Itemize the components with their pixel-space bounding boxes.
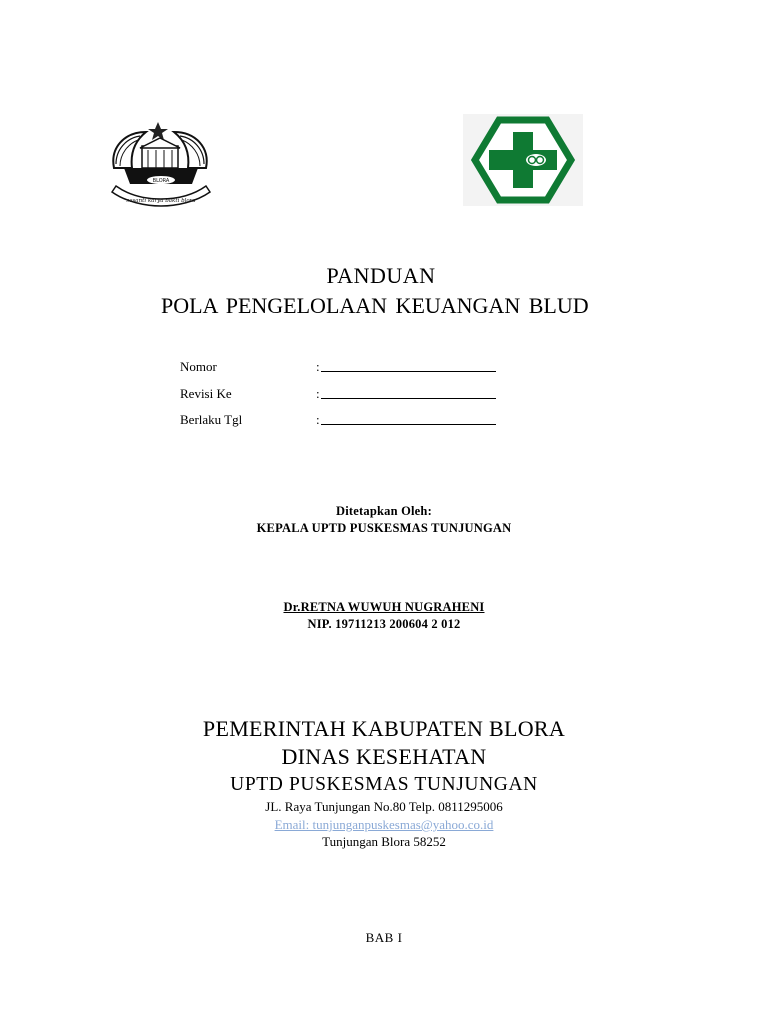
blank-line [321, 424, 496, 425]
document-title: PANDUAN [326, 263, 436, 288]
field-label: Berlaku Tgl [180, 412, 243, 427]
address: JL. Raya Tunjungan No.80 Telp. 0811295006 [265, 799, 503, 814]
government-name: PEMERINTAH KABUPATEN BLORA [202, 716, 566, 741]
field-label: Nomor [180, 359, 217, 374]
department-name: DINAS KESEHATAN [281, 744, 487, 769]
blora-regency-seal-logo [106, 118, 216, 210]
blank-line [321, 398, 496, 399]
approver-position: KEPALA UPTD PUSKESMAS TUNJUNGAN [256, 521, 512, 535]
field-colon: : [316, 412, 320, 427]
svg-text:sesanti karya bakti blora: sesanti karya bakti blora [126, 198, 196, 204]
approver-name: Dr.RETNA WUWUH NUGRAHENI [283, 600, 485, 614]
unit-name: UPTD PUSKESMAS TUNJUNGAN [230, 774, 538, 795]
approved-by-label: Ditetapkan Oleh: [336, 504, 432, 518]
svg-text:BLORA: BLORA [152, 178, 170, 184]
field-colon: : [316, 386, 320, 401]
email-link[interactable]: Email: tunjunganpuskesmas@yahoo.co.id [274, 817, 494, 832]
blank-line [321, 371, 496, 372]
chapter-heading: BAB I [365, 930, 403, 945]
field-row-nomor [180, 359, 510, 375]
field-label: Revisi Ke [180, 386, 232, 401]
field-colon: : [316, 359, 320, 374]
document-subtitle: POLA PENGELOLAAN KEUANGAN BLUD [161, 293, 589, 318]
approver-nip: NIP. 19711213 200604 2 012 [307, 617, 461, 631]
field-row-revisi [180, 386, 510, 402]
puskesmas-cross-logo [463, 114, 583, 206]
city-postal: Tunjungan Blora 58252 [322, 834, 446, 849]
field-row-berlaku [180, 412, 510, 428]
